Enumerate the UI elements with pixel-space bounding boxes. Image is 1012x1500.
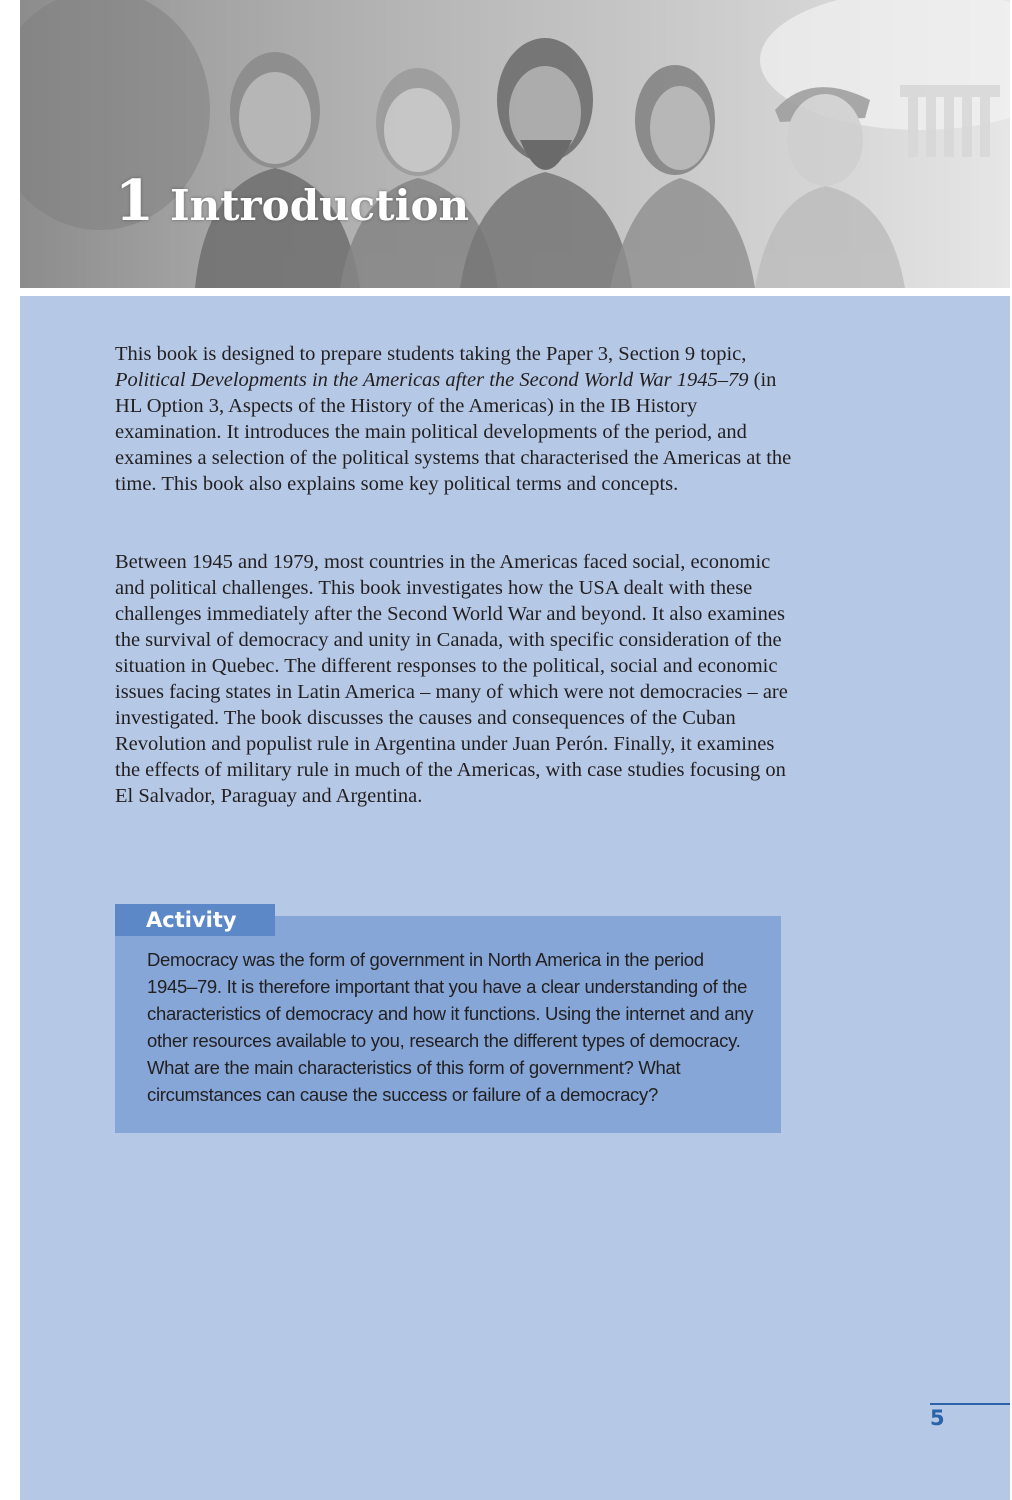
- chapter-title-text: Introduction: [169, 181, 470, 230]
- page-number-rule: [930, 1403, 1010, 1405]
- chapter-title: [115, 168, 469, 234]
- historical-figures-collage-image: [20, 0, 1010, 288]
- paragraph-1-text-b: (in HL Option 3, Aspects of the History of the Americas) in the IB History examination. It introduces the main political developments of the period, and examines a selection of the political systems that characterised the Americas at the time. This book also explains some key political terms and concepts.: [115, 369, 792, 495]
- intro-paragraph-2: Between 1945 and 1979, most countries in the Americas faced social, economic and political challenges. This book investigates how the USA dealt with these challenges immediately after the Second World War and beyond. It also examines the survival of democracy and unity in Canada, with specific consideration of the situation in Quebec. The different responses to the political, social and economic issues facing states in Latin America – many of which were not democracies – are investigated. The book discusses the causes and consequences of the Cuban Revolution and populist rule in Argentina under Juan Perón. Finally, it examines the effects of military rule in much of the Americas, with case studies focusing on El Salvador, Paraguay and Argentina.: [115, 551, 788, 807]
- page-number: 5: [930, 1406, 945, 1430]
- activity-box: [115, 916, 781, 1133]
- content-panel: [20, 296, 1010, 1500]
- chapter-banner: [20, 0, 1010, 288]
- activity-label: Activity: [115, 904, 275, 936]
- intro-paragraph-1: [115, 341, 795, 497]
- course-title-italic: Political Developments in the Americas after the Second World War 1945–79: [115, 369, 749, 391]
- activity-text: Democracy was the form of government in North America in the period 1945–79. It is therefore important that you have a clear understanding of the characteristics of democracy and how it functions. Using the internet and any other resources available to you, research the different types of democracy. What are the main characteristics of this form of government? What circumstances can cause the success or failure of a democracy?: [147, 949, 754, 1105]
- chapter-number: 1: [115, 168, 154, 234]
- paragraph-1-text-a: This book is designed to prepare students taking the Paper 3, Section 9 topic,: [115, 343, 747, 365]
